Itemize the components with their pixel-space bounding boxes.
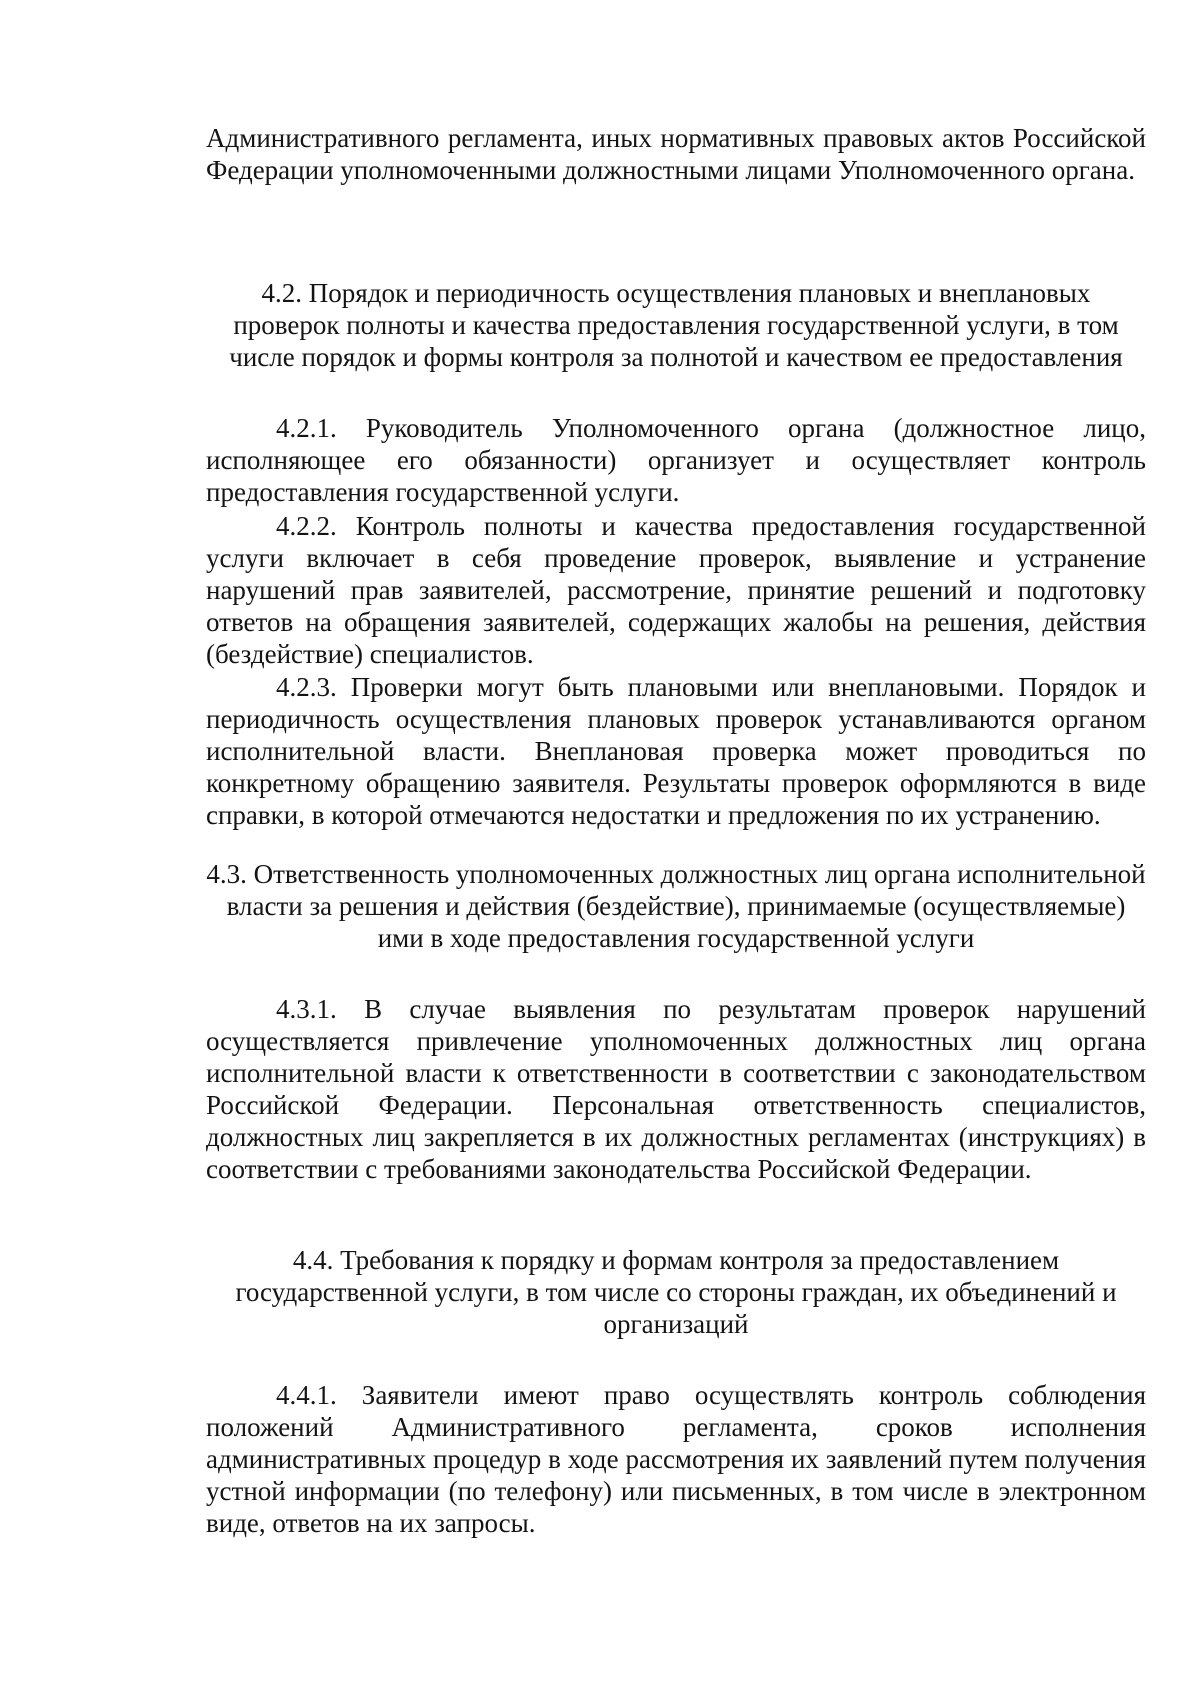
- paragraph-4-3-1: 4.3.1. В случае выявления по результатам проверок нарушений осуществляется привлечение уполномоченных должностных лиц органа исполнительной власти к ответственности в соответствии с законодательством Российской Федерации. Персональная ответственность специалистов, должностных лиц закрепляется в их должностных регламентах (инструкциях) в соответствии с требованиями законодательства Российской Федерации.: [206, 994, 1146, 1184]
- paragraph-4-4-1: 4.4.1. Заявители имеют право осуществлять контроль соблюдения положений Административного регламента, сроков исполнения административных процедур в ходе рассмотрения их заявлений путем получения устной информации (по телефону) или письменных, в том числе в электронном виде, ответов на их запросы.: [206, 1380, 1146, 1538]
- paragraph-4-2-1: 4.2.1. Руководитель Уполномоченного органа (должностное лицо, исполняющее его обязанности) организует и осуществляет контроль предоставления государственной услуги.: [206, 413, 1146, 507]
- section-heading-4-4: 4.4. Требования к порядку и формам контроля за предоставлением государственной услуги, в том числе со стороны граждан, их объединений и организаций: [235, 1245, 1117, 1339]
- section-heading-4-2: 4.2. Порядок и периодичность осуществления плановых и внеплановых проверок полноты и качества предоставления государственной услуги, в том числе порядок и формы контроля за полнотой и качеством ее предоставления: [229, 278, 1123, 372]
- paragraph-4-2-2: 4.2.2. Контроль полноты и качества предоставления государственной услуги включает в себя проведение проверок, выявление и устранение нарушений прав заявителей, рассмотрение, принятие решений и подготовку ответов на обращения заявителей, содержащих жалобы на решения, действия (бездействие) специалистов.: [206, 511, 1146, 669]
- paragraph-4-2-3: 4.2.3. Проверки могут быть плановыми или внеплановыми. Порядок и периодичность осуществления плановых проверок устанавливаются органом исполнительной власти. Внеплановая проверка может проводиться по конкретному обращению заявителя. Результаты проверок оформляются в виде справки, в которой отмечаются недостатки и предложения по их устранению.: [206, 672, 1146, 830]
- section-heading-4-3: 4.3. Ответственность уполномоченных должностных лиц органа исполнительной власти за решения и действия (бездействие), принимаемые (осуществляемые) ими в ходе предоставления государственной услуги: [206, 859, 1146, 953]
- paragraph-intro-continuation: Административного регламента, иных нормативных правовых актов Российской Федерации уполномоченными должностными лицами Уполномоченного органа.: [206, 123, 1146, 185]
